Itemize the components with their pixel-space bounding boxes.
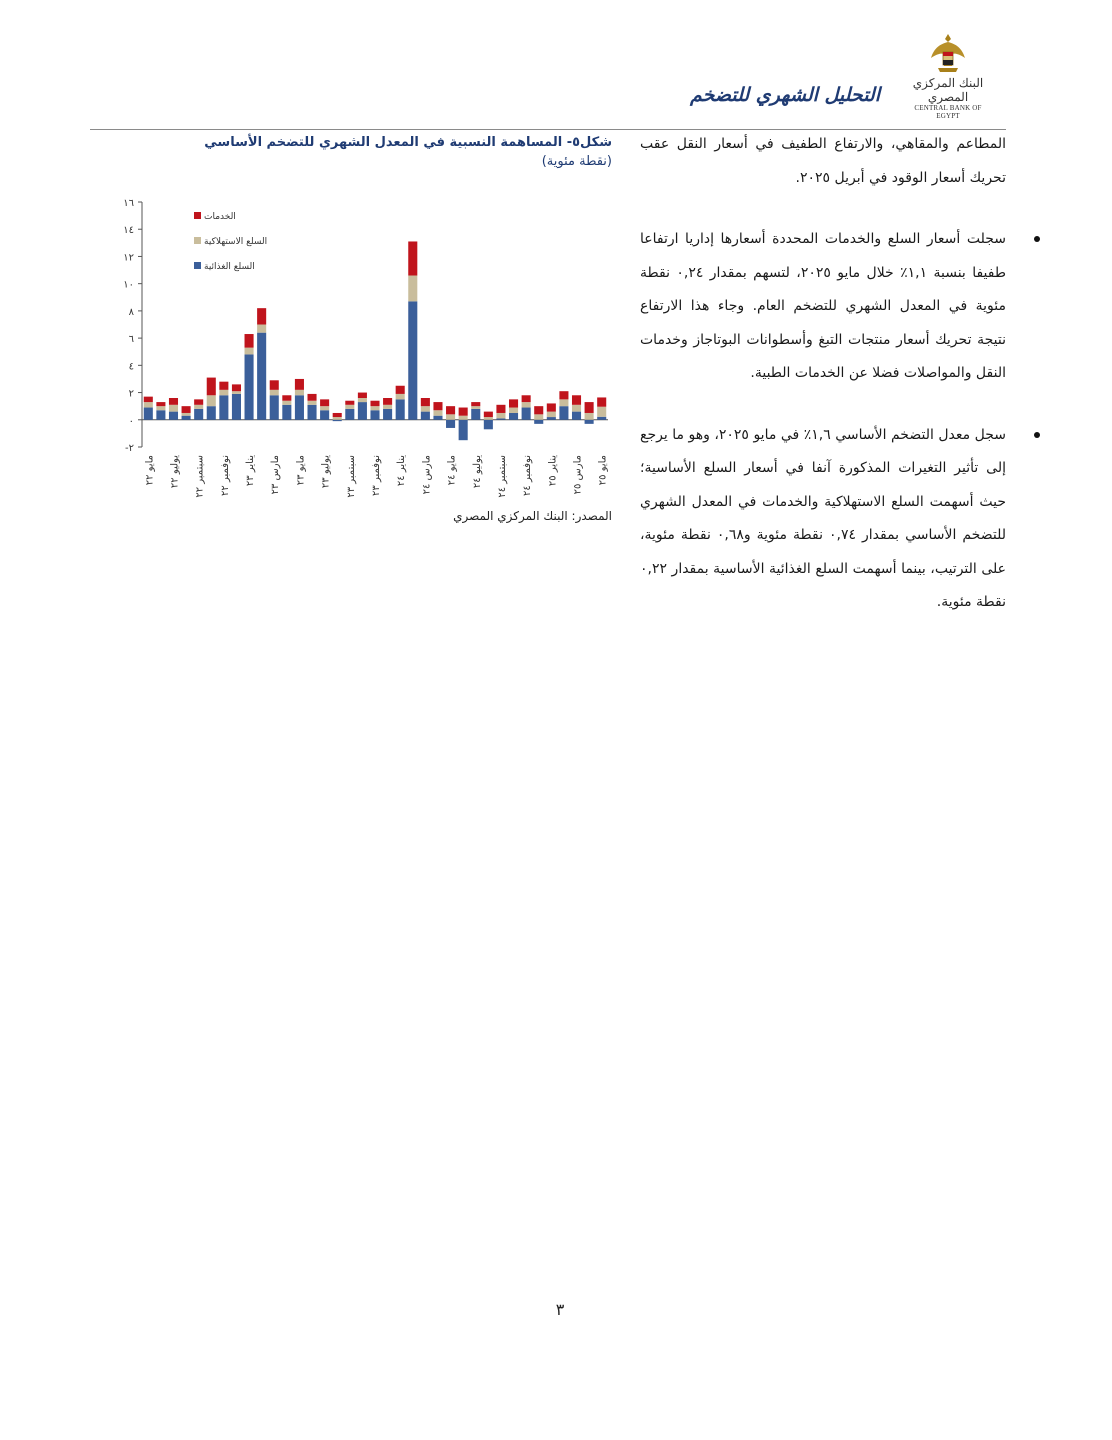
page-number: ٣ bbox=[555, 1300, 565, 1319]
bar-segment-services bbox=[408, 241, 417, 275]
legend-label: الخدمات bbox=[204, 212, 236, 222]
bar-segment-services bbox=[144, 397, 153, 402]
x-tick-label: مايو ٢٣ bbox=[295, 455, 307, 486]
x-tick-label: نوفمبر ٢٣ bbox=[371, 455, 382, 496]
bar-segment-consumer bbox=[572, 405, 581, 412]
bar-segment-services bbox=[156, 402, 165, 406]
bar-segment-consumer bbox=[219, 390, 228, 395]
bar-segment-consumer bbox=[169, 405, 178, 412]
bar-segment-food bbox=[459, 420, 468, 440]
bar-segment-consumer bbox=[257, 325, 266, 333]
bar-segment-food bbox=[358, 402, 367, 420]
bar-segment-consumer bbox=[484, 417, 493, 420]
core-inflation-contribution-chart bbox=[108, 190, 616, 510]
bar-segment-services bbox=[484, 412, 493, 417]
bar-segment-services bbox=[597, 397, 606, 406]
bar-segment-food bbox=[597, 417, 606, 420]
bar-segment-consumer bbox=[182, 413, 191, 416]
bar-segment-services bbox=[496, 405, 505, 413]
bar-segment-consumer bbox=[207, 395, 216, 406]
x-tick-label: مايو ٢٤ bbox=[446, 455, 458, 486]
bar-segment-food bbox=[383, 409, 392, 420]
bar-segment-food bbox=[245, 354, 254, 419]
bar-segment-food bbox=[232, 394, 241, 420]
report-title: التحليل الشهري للتضخم bbox=[689, 84, 880, 106]
y-tick-label: ٠ bbox=[128, 415, 134, 427]
bar-segment-consumer bbox=[295, 390, 304, 395]
bar-segment-food bbox=[156, 410, 165, 420]
bullet-icon bbox=[1034, 432, 1040, 438]
bar-segment-food bbox=[270, 395, 279, 420]
bar-segment-food bbox=[572, 412, 581, 420]
bar-segment-services bbox=[295, 379, 304, 390]
body-text-column bbox=[640, 128, 1006, 620]
bar-segment-consumer bbox=[194, 405, 203, 409]
bar-segment-food bbox=[207, 406, 216, 420]
bar-segment-services bbox=[585, 402, 594, 413]
bar-segment-food bbox=[144, 408, 153, 420]
bar-segment-services bbox=[207, 378, 216, 396]
bar-segment-services bbox=[559, 391, 568, 399]
bar-segment-services bbox=[522, 395, 531, 402]
bar-segment-services bbox=[307, 394, 316, 401]
x-tick-label: نوفمبر ٢٢ bbox=[219, 455, 231, 496]
bar-segment-consumer bbox=[307, 401, 316, 405]
bar-segment-food bbox=[333, 420, 342, 421]
bar-segment-consumer bbox=[522, 402, 531, 407]
bar-segment-services bbox=[446, 406, 455, 414]
bar-segment-consumer bbox=[282, 401, 291, 405]
bar-segment-consumer bbox=[370, 406, 379, 410]
bar-segment-services bbox=[370, 401, 379, 406]
bar-segment-services bbox=[219, 382, 228, 390]
bar-segment-services bbox=[270, 380, 279, 390]
bar-segment-food bbox=[396, 399, 405, 419]
bar-segment-consumer bbox=[496, 413, 505, 418]
bar-segment-consumer bbox=[383, 405, 392, 409]
y-tick-label: ١٤ bbox=[123, 225, 134, 237]
x-tick-label: سبتمبر ٢٢ bbox=[194, 455, 206, 498]
bar-segment-consumer bbox=[358, 398, 367, 402]
bar-segment-consumer bbox=[471, 406, 480, 409]
bar-segment-food bbox=[282, 405, 291, 420]
bar-segment-consumer bbox=[270, 390, 279, 395]
x-tick-label: نوفمبر ٢٤ bbox=[522, 455, 534, 496]
bar-segment-food bbox=[585, 420, 594, 424]
bar-segment-services bbox=[459, 408, 468, 416]
bar-segment-food bbox=[446, 420, 455, 428]
bar-segment-consumer bbox=[446, 414, 455, 419]
bar-segment-services bbox=[396, 386, 405, 394]
bullet-paragraph-administered-prices bbox=[640, 223, 1006, 391]
figure-title: شكل٥- المساهمة النسبية في المعدل الشهري للتضخم الأساسي bbox=[204, 135, 612, 150]
bar-segment-food bbox=[496, 418, 505, 419]
bar-segment-food bbox=[522, 408, 531, 420]
bar-segment-services bbox=[245, 334, 254, 348]
bar-segment-services bbox=[320, 399, 329, 406]
bar-segment-food bbox=[559, 406, 568, 420]
paragraph-core-inflation: سجل معدل التضخم الأساسي ١,٦٪ في مايو ٢٠٢٥، وهو ما يرجع إلى تأثير التغيرات المذكورة آنفا في أسعار السلع الأساسية؛ حيث أسهمت السلع الاستهلاكية والخدمات في المعدل الشهري للتضخم الأساسي بمقدار ٠,٧٤ نقطة مئوية و٠,٦٨ نقطة مئوية، على الترتيب، بينما أسهمت السلع الغذائية الأساسية بمقدار ٠,٢٢ نقطة مئوية. bbox=[640, 426, 1006, 610]
bar-segment-food bbox=[484, 420, 493, 430]
x-tick-label: يناير ٢٤ bbox=[396, 455, 408, 487]
bar-segment-food bbox=[421, 412, 430, 420]
bar-segment-services bbox=[169, 398, 178, 405]
bar-segment-consumer bbox=[597, 407, 606, 417]
x-tick-label: يوليو ٢٢ bbox=[169, 455, 181, 489]
legend-label: السلع الغذائية bbox=[204, 262, 255, 272]
bar-segment-food bbox=[320, 410, 329, 420]
bar-segment-consumer bbox=[396, 394, 405, 399]
bar-segment-consumer bbox=[333, 417, 342, 420]
bullet-paragraph-core-inflation bbox=[640, 419, 1006, 620]
paragraph-continuation: المطاعم والمقاهي، والارتفاع الطفيف في أسعار النقل عقب تحريك أسعار الوقود في أبريل ٢٠٢٥. bbox=[640, 136, 1006, 186]
bar-segment-food bbox=[370, 410, 379, 420]
bar-segment-consumer bbox=[433, 410, 442, 415]
bar-segment-consumer bbox=[144, 402, 153, 407]
bar-segment-services bbox=[182, 406, 191, 413]
bar-segment-consumer bbox=[320, 406, 329, 410]
bar-segment-services bbox=[534, 406, 543, 414]
bar-segment-consumer bbox=[345, 405, 354, 409]
y-tick-label: ١٠ bbox=[123, 279, 134, 291]
x-tick-label: مايو ٢٥ bbox=[597, 455, 609, 486]
bar-segment-food bbox=[433, 416, 442, 420]
legend-swatch bbox=[194, 262, 201, 269]
bar-segment-food bbox=[182, 416, 191, 420]
bar-segment-consumer bbox=[408, 276, 417, 302]
y-tick-label: ١٢ bbox=[123, 252, 134, 264]
bar-segment-services bbox=[194, 399, 203, 404]
y-tick-label: -٢ bbox=[125, 443, 134, 454]
x-tick-label: يناير ٢٥ bbox=[547, 455, 559, 487]
bar-segment-services bbox=[421, 398, 430, 406]
bar-segment-food bbox=[219, 395, 228, 420]
bar-segment-services bbox=[547, 403, 556, 411]
bar-segment-services bbox=[509, 399, 518, 407]
y-tick-label: ٨ bbox=[128, 306, 134, 318]
bullet-icon bbox=[1034, 236, 1040, 242]
bar-segment-consumer bbox=[509, 408, 518, 413]
bar-segment-services bbox=[433, 402, 442, 410]
eagle-emblem-icon bbox=[928, 30, 968, 76]
logo-english-text: CENTRAL BANK OF EGYPT bbox=[914, 104, 982, 120]
bar-segment-consumer bbox=[156, 406, 165, 410]
legend-label: السلع الاستهلاكية bbox=[204, 237, 268, 247]
legend-swatch bbox=[194, 237, 201, 244]
bar-segment-services bbox=[471, 402, 480, 406]
bar-segment-services bbox=[232, 384, 241, 391]
figure-source: المصدر: البنك المركزي المصري bbox=[453, 509, 612, 523]
bar-segment-consumer bbox=[559, 399, 568, 406]
bar-segment-food bbox=[169, 412, 178, 420]
y-tick-label: ٢ bbox=[128, 388, 134, 400]
bar-segment-food bbox=[345, 409, 354, 420]
bar-segment-services bbox=[358, 393, 367, 398]
x-tick-label: سبتمبر ٢٣ bbox=[345, 455, 357, 498]
x-tick-label: سبتمبر ٢٤ bbox=[496, 455, 508, 498]
bar-segment-services bbox=[282, 395, 291, 400]
x-tick-label: مايو ٢٢ bbox=[144, 455, 156, 486]
bar-segment-consumer bbox=[232, 391, 241, 394]
bar-segment-food bbox=[471, 409, 480, 420]
paragraph-administered-prices: سجلت أسعار السلع والخدمات المحددة أسعارها إداريا ارتفاعا طفيفا بنسبة ١,١٪ خلال مايو ٢٠٢٥، لتسهم بمقدار ٠,٢٤ نقطة مئوية في المعدل الشهري للتضخم العام. وجاء هذا الارتفاع نتيجة تحريك أسعار منتجات التبغ وأسطوانات البوتاجاز وخدمات النقل والمواصلات فضلا عن الخدمات الطبية. bbox=[640, 231, 1006, 381]
bar-segment-services bbox=[345, 401, 354, 405]
bar-segment-services bbox=[257, 308, 266, 324]
logo-arabic-text: البنك المركزي المصري bbox=[912, 76, 984, 104]
legend-swatch bbox=[194, 212, 201, 219]
bar-segment-food bbox=[547, 417, 556, 420]
bar-segment-food bbox=[194, 409, 203, 420]
bar-segment-food bbox=[307, 405, 316, 420]
y-tick-label: ٦ bbox=[128, 334, 134, 346]
bar-segment-services bbox=[333, 413, 342, 417]
bar-segment-consumer bbox=[245, 348, 254, 355]
bar-segment-consumer bbox=[547, 412, 556, 417]
bar-segment-food bbox=[295, 395, 304, 420]
x-tick-label: مارس ٢٥ bbox=[572, 455, 584, 495]
x-tick-label: مارس ٢٣ bbox=[270, 455, 282, 495]
figure-subtitle: (نقطة مئوية) bbox=[541, 154, 612, 169]
y-tick-label: ٤ bbox=[128, 361, 134, 373]
bar-segment-food bbox=[534, 420, 543, 424]
cbe-logo bbox=[902, 30, 994, 120]
bar-segment-services bbox=[383, 398, 392, 405]
y-tick-label: ١٦ bbox=[123, 198, 134, 209]
x-tick-label: يوليو ٢٤ bbox=[471, 455, 483, 489]
bar-segment-food bbox=[408, 301, 417, 419]
x-tick-label: يناير ٢٣ bbox=[245, 455, 257, 487]
bar-segment-consumer bbox=[459, 416, 468, 420]
x-tick-label: يوليو ٢٣ bbox=[320, 455, 332, 489]
bar-segment-consumer bbox=[421, 406, 430, 411]
bar-segment-services bbox=[572, 395, 581, 405]
bar-segment-consumer bbox=[534, 414, 543, 419]
bar-segment-food bbox=[257, 333, 266, 420]
x-tick-label: مارس ٢٤ bbox=[421, 455, 433, 495]
bar-segment-food bbox=[509, 413, 518, 420]
bar-segment-consumer bbox=[585, 413, 594, 420]
